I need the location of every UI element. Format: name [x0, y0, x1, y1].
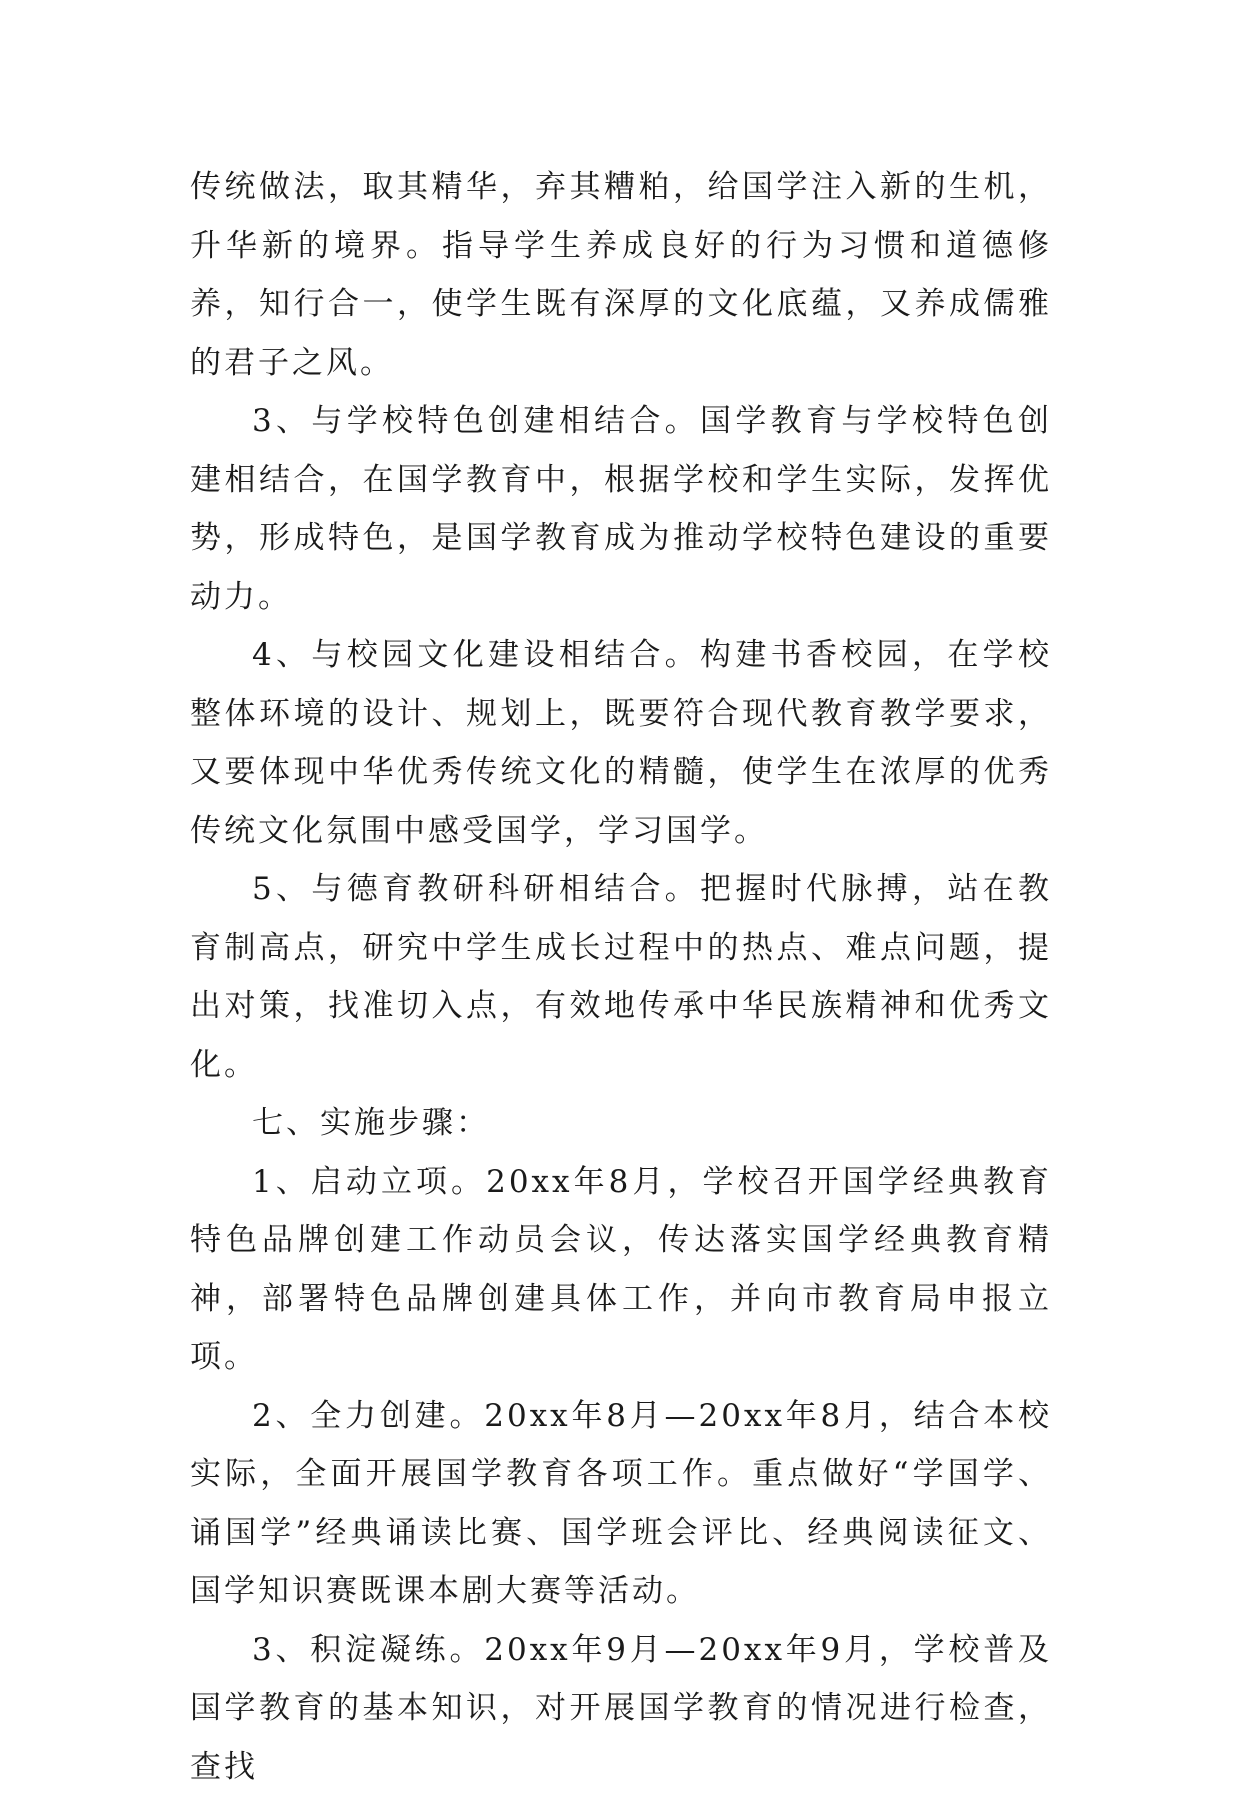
document-body — [190, 158, 1052, 1796]
paragraph-moral-research: 5、与德育教研科研相结合。把握时代脉搏，站在教育制高点，研究中学生成长过程中的热点、难点问题，提出对策，找准切入点，有效地传承中华民族精神和优秀文化。 — [190, 860, 1052, 1094]
paragraph-tradition: 传统做法，取其精华，弃其糟粕，给国学注入新的生机，升华新的境界。指导学生养成良好的行为习惯和道德修养，知行合一，使学生既有深厚的文化底蕴，又养成儒雅的君子之风。 — [190, 158, 1052, 392]
paragraph-campus-culture: 4、与校园文化建设相结合。构建书香校园，在学校整体环境的设计、规划上，既要符合现代教育教学要求，又要体现中华优秀传统文化的精髓，使学生在浓厚的优秀传统文化氛围中感受国学，学习国学。 — [190, 626, 1052, 860]
paragraph-step-2: 2、全力创建。20xx年8月—20xx年8月，结合本校实际，全面开展国学教育各项工作。重点做好“学国学、诵国学”经典诵读比赛、国学班会评比、经典阅读征文、国学知识赛既课本剧大赛等活动。 — [190, 1387, 1052, 1621]
paragraph-school-feature: 3、与学校特色创建相结合。国学教育与学校特色创建相结合，在国学教育中，根据学校和学生实际，发挥优势，形成特色，是国学教育成为推动学校特色建设的重要动力。 — [190, 392, 1052, 626]
paragraph-step-1: 1、启动立项。20xx年8月，学校召开国学经典教育特色品牌创建工作动员会议，传达落实国学经典教育精神，部署特色品牌创建具体工作，并向市教育局申报立项。 — [190, 1153, 1052, 1387]
paragraph-step-3: 3、积淀凝练。20xx年9月—20xx年9月，学校普及国学教育的基本知识，对开展国学教育的情况进行检查，查找 — [190, 1621, 1052, 1796]
section-heading-steps: 七、实施步骤： — [190, 1094, 1052, 1153]
